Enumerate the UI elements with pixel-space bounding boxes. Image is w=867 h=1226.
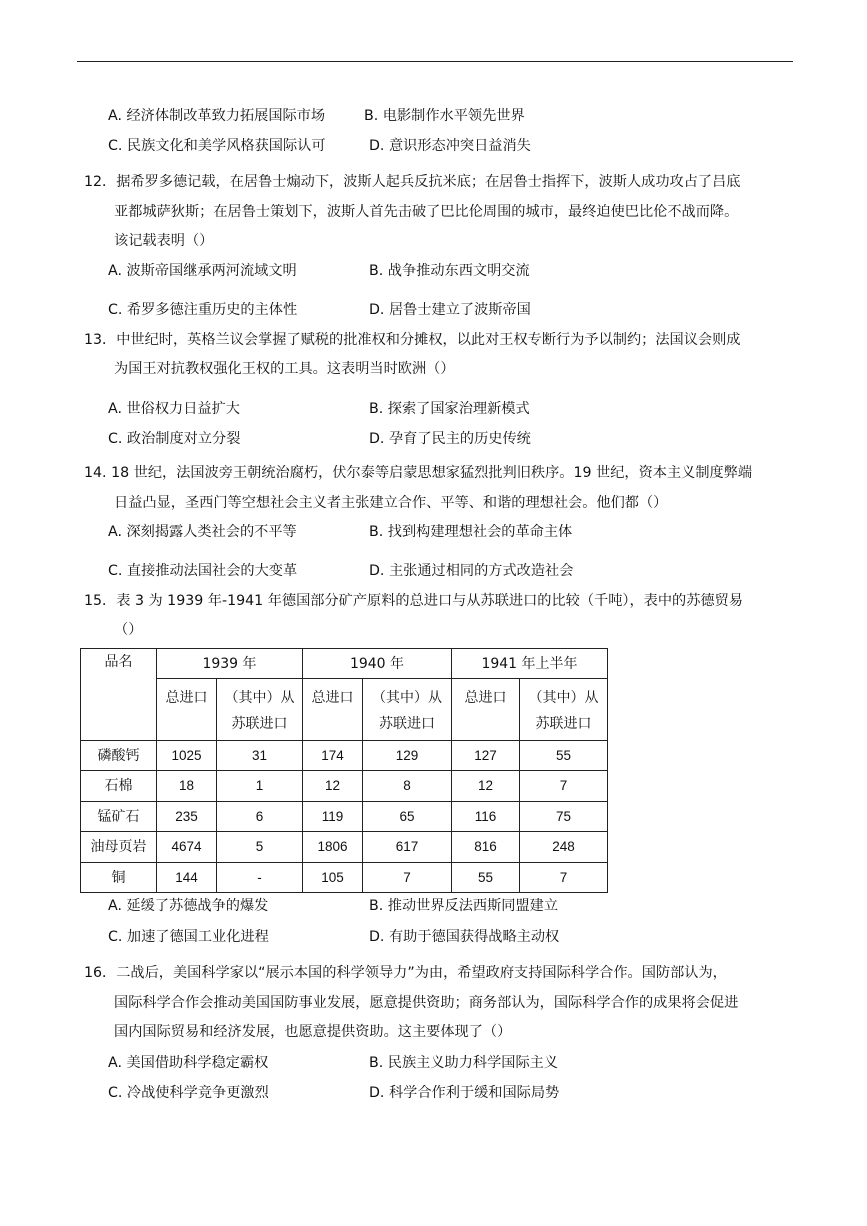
subheader-ussr-1939: （其中）从 苏联进口 bbox=[217, 679, 303, 741]
table-cell: 617 bbox=[363, 832, 452, 863]
q11-option-c: C. 民族文化和美学风格获国际认可 bbox=[108, 138, 326, 154]
table-cell: 12 bbox=[303, 771, 363, 802]
table-cell: - bbox=[217, 863, 303, 893]
table-row bbox=[81, 771, 608, 802]
q15-option-d: D. 有助于德国获得战略主动权 bbox=[369, 929, 560, 945]
table-row bbox=[81, 802, 608, 832]
q11-option-b: B. 电影制作水平领先世界 bbox=[364, 108, 525, 124]
table-cell: 105 bbox=[303, 863, 363, 893]
row-name: 油母页岩 bbox=[81, 832, 157, 863]
table-cell: 129 bbox=[363, 741, 452, 771]
table-cell: 144 bbox=[157, 863, 217, 893]
q13-option-b: B. 探索了国家治理新模式 bbox=[369, 401, 530, 417]
table-cell: 1806 bbox=[303, 832, 363, 863]
subheader-total-1939: 总进口 bbox=[157, 679, 217, 741]
table-cell: 119 bbox=[303, 802, 363, 832]
table-cell: 4674 bbox=[157, 832, 217, 863]
q13-stem-line1: 13．中世纪时，英格兰议会掌握了赋税的批准权和分摊权，以此对王权专断行为予以制约；法国议会则成 bbox=[84, 332, 741, 348]
q16-stem-line1: 16．二战后，美国科学家以“展示本国的科学领导力”为由，希望政府支持国际科学合作。国防部认为， bbox=[84, 965, 727, 981]
table-cell: 248 bbox=[520, 832, 608, 863]
table-cell: 7 bbox=[520, 863, 608, 893]
q14-stem-line1: 14. 18 世纪，法国波旁王朝统治腐朽，伏尔泰等启蒙思想家猛烈批判旧秩序。19 世纪，资本主义制度弊端 bbox=[84, 465, 753, 481]
q12-option-b: B. 战争推动东西文明交流 bbox=[369, 263, 530, 279]
table-cell: 8 bbox=[363, 771, 452, 802]
row-name: 石棉 bbox=[81, 771, 157, 802]
table-cell: 1 bbox=[217, 771, 303, 802]
table-row bbox=[81, 863, 608, 893]
q12-option-c: C. 希罗多德注重历史的主体性 bbox=[108, 302, 298, 318]
subheader-ussr-1940: （其中）从 苏联进口 bbox=[363, 679, 452, 741]
q13-option-c: C. 政治制度对立分裂 bbox=[108, 431, 241, 447]
header-year-1941: 1941 年上半年 bbox=[452, 649, 608, 679]
subheader-total-1940: 总进口 bbox=[303, 679, 363, 741]
row-name: 铜 bbox=[81, 863, 157, 893]
q14-option-c: C. 直接推动法国社会的大变革 bbox=[108, 563, 298, 579]
header-year-1939: 1939 年 bbox=[157, 649, 303, 679]
q11-option-d: D. 意识形态冲突日益消失 bbox=[369, 138, 531, 154]
q13-option-d: D. 孕育了民主的历史传统 bbox=[369, 431, 531, 447]
q14-option-d: D. 主张通过相同的方式改造社会 bbox=[369, 563, 574, 579]
q12-option-d: D. 居鲁士建立了波斯帝国 bbox=[369, 302, 531, 318]
table-row bbox=[81, 741, 608, 771]
row-name: 磷酸钙 bbox=[81, 741, 157, 771]
q12-option-a: A. 波斯帝国继承两河流域文明 bbox=[108, 263, 297, 279]
q14-option-a: A. 深刻揭露人类社会的不平等 bbox=[108, 524, 297, 540]
trade-table bbox=[80, 648, 608, 893]
q14-option-b: B. 找到构建理想社会的革命主体 bbox=[369, 524, 573, 540]
table-row bbox=[81, 832, 608, 863]
table-cell: 31 bbox=[217, 741, 303, 771]
q13-stem-line2: 为国王对抗教权强化王权的工具。这表明当时欧洲（） bbox=[114, 361, 455, 377]
q12-stem-line1: 12．据希罗多德记载，在居鲁士煽动下，波斯人起兵反抗米底；在居鲁士指挥下，波斯人成功攻占了吕底 bbox=[84, 174, 741, 190]
table-cell: 65 bbox=[363, 802, 452, 832]
table-cell: 7 bbox=[520, 771, 608, 802]
header-rule bbox=[77, 61, 793, 62]
header-year-1940: 1940 年 bbox=[303, 649, 452, 679]
row-name: 锰矿石 bbox=[81, 802, 157, 832]
table-cell: 55 bbox=[520, 741, 608, 771]
table-cell: 75 bbox=[520, 802, 608, 832]
q12-stem-line3: 该记载表明（） bbox=[114, 233, 214, 249]
table-cell: 174 bbox=[303, 741, 363, 771]
q11-option-a: A. 经济体制改革致力拓展国际市场 bbox=[108, 108, 326, 124]
q16-option-b: B. 民族主义助力科学国际主义 bbox=[369, 1055, 559, 1071]
q16-option-c: C. 冷战使科学竞争更激烈 bbox=[108, 1085, 269, 1101]
subheader-ussr-1941: （其中）从 苏联进口 bbox=[520, 679, 608, 741]
q15-option-b: B. 推动世界反法西斯同盟建立 bbox=[369, 898, 559, 914]
q16-option-d: D. 科学合作利于缓和国际局势 bbox=[369, 1085, 560, 1101]
table-cell: 116 bbox=[452, 802, 520, 832]
q14-stem-line2: 日益凸显，圣西门等空想社会主义者主张建立合作、平等、和谐的理想社会。他们都（） bbox=[114, 495, 668, 511]
table-cell: 5 bbox=[217, 832, 303, 863]
q15-option-a: A. 延缓了苏德战争的爆发 bbox=[108, 898, 269, 914]
table-cell: 6 bbox=[217, 802, 303, 832]
q16-stem-line3: 国内国际贸易和经济发展，也愿意提供资助。这主要体现了（） bbox=[114, 1024, 512, 1040]
q15-option-c: C. 加速了德国工业化进程 bbox=[108, 929, 269, 945]
table-cell: 7 bbox=[363, 863, 452, 893]
q16-stem-line2: 国际科学合作会推动美国国防事业发展，愿意提供资助；商务部认为，国际科学合作的成果将会促进 bbox=[114, 995, 739, 1011]
table-cell: 18 bbox=[157, 771, 217, 802]
q15-stem-line1: 15．表 3 为 1939 年-1941 年德国部分矿产原料的总进口与从苏联进口的比较（千吨），表中的苏德贸易 bbox=[84, 593, 743, 609]
table-cell: 12 bbox=[452, 771, 520, 802]
table-cell: 127 bbox=[452, 741, 520, 771]
q15-stem-line2: （） bbox=[114, 622, 143, 638]
subheader-total-1941: 总进口 bbox=[452, 679, 520, 741]
table-cell: 1025 bbox=[157, 741, 217, 771]
q13-option-a: A. 世俗权力日益扩大 bbox=[108, 401, 240, 417]
header-item: 品名 bbox=[81, 649, 157, 741]
table-cell: 55 bbox=[452, 863, 520, 893]
table-cell: 816 bbox=[452, 832, 520, 863]
q12-stem-line2: 亚都城萨狄斯；在居鲁士策划下，波斯人首先击破了巴比伦周围的城市，最终迫使巴比伦不战而降。 bbox=[114, 204, 739, 220]
q16-option-a: A. 美国借助科学稳定霸权 bbox=[108, 1055, 269, 1071]
table-cell: 235 bbox=[157, 802, 217, 832]
